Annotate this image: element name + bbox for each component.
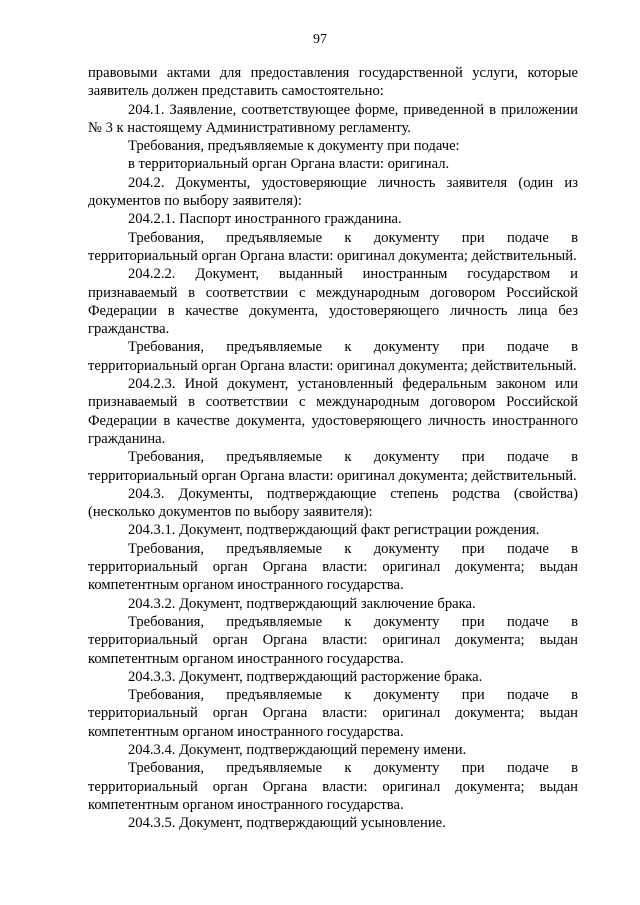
paragraph: 204.3.4. Документ, подтверждающий перемену имени.	[128, 741, 467, 758]
paragraph: Требования, предъявляемые к документу при подаче в территориальный орган Органа власти: оригинал документа; выдан компетентным органом иностранного государства.	[88, 760, 578, 813]
paragraph: 204.2.3. Иной документ, установленный федеральным законом или признаваемый в соответствии с международным договором Российской Федерации в качестве документа, удостоверяющего личность иностранного гражданина.	[88, 376, 578, 447]
document-body	[88, 64, 578, 832]
paragraph: 204.3.2. Документ, подтверждающий заключение брака.	[128, 595, 476, 612]
paragraph: Требования, предъявляемые к документу при подаче в территориальный орган Органа власти: оригинал документа; выдан компетентным органом иностранного государства.	[88, 687, 578, 740]
paragraph: 204.2.1. Паспорт иностранного гражданина.	[128, 211, 402, 228]
paragraph: Требования, предъявляемые к документу при подаче:	[128, 138, 460, 155]
paragraph: Требования, предъявляемые к документу при подаче в территориальный орган Органа власти: оригинал документа; действительный.	[88, 339, 578, 374]
paragraph: 204.2.2. Документ, выданный иностранным государством и признаваемый в соответствии с международным договором Российской Федерации в качестве документа, удостоверяющего личность лица без гражданства.	[88, 266, 578, 338]
paragraph: в территориальный орган Органа власти: оригинал.	[128, 156, 450, 173]
paragraph: правовыми актами для предоставления государственной услуги, которые заявитель должен представить самостоятельно:	[88, 65, 578, 100]
page-number: 97	[313, 32, 327, 47]
paragraph: Требования, предъявляемые к документу при подаче в территориальный орган Органа власти: оригинал документа; выдан компетентным органом иностранного государства.	[88, 613, 578, 667]
paragraph: 204.2. Документы, удостоверяющие личность заявителя (один из документов по выбору заявителя):	[88, 174, 578, 210]
paragraph: Требования, предъявляемые к документу при подаче в территориальный орган Органа власти: оригинал документа; выдан компетентным органом иностранного государства.	[88, 540, 578, 594]
paragraph: 204.3. Документы, подтверждающие степень родства (свойства) (несколько документов по выбору заявителя):	[88, 485, 578, 521]
paragraph: 204.1. Заявление, соответствующее форме, приведенной в приложении № 3 к настоящему Административному регламенту.	[88, 101, 578, 136]
paragraph: 204.3.1. Документ, подтверждающий факт регистрации рождения.	[128, 522, 540, 539]
paragraph: 204.3.3. Документ, подтверждающий расторжение брака.	[128, 668, 483, 685]
paragraph: Требования, предъявляемые к документу при подаче в территориальный орган Органа власти: оригинал документа; действительный.	[88, 449, 578, 484]
paragraph: Требования, предъявляемые к документу при подаче в территориальный орган Органа власти: оригинал документа; действительный.	[88, 229, 578, 264]
paragraph: 204.3.5. Документ, подтверждающий усыновление.	[128, 815, 446, 832]
